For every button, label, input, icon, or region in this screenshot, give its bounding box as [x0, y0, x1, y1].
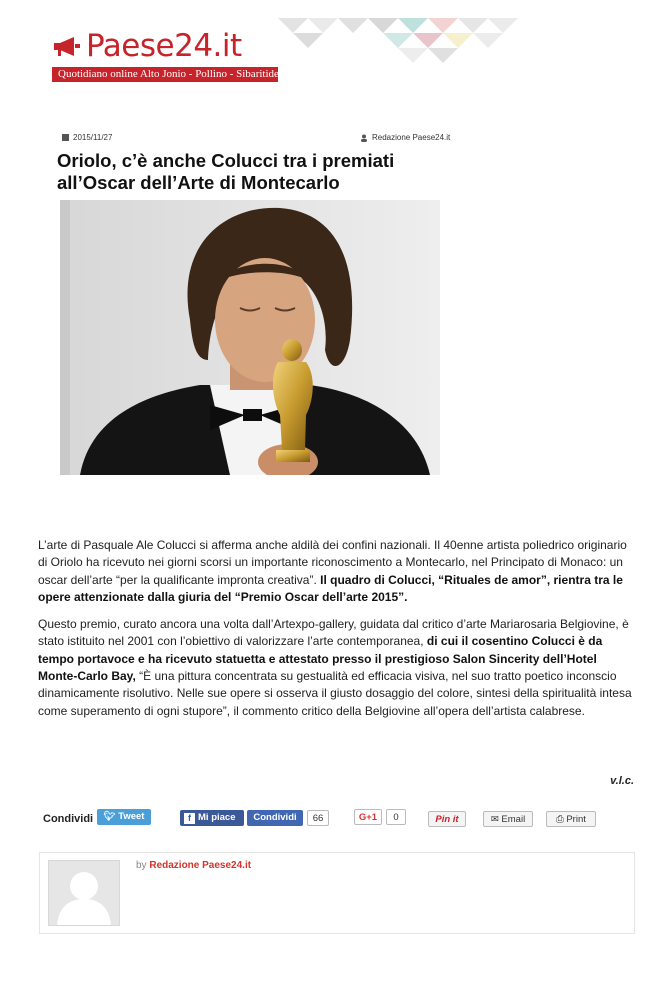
- print-icon: ⎙: [556, 814, 567, 825]
- site-logo[interactable]: [52, 28, 278, 84]
- pinterest-button[interactable]: Pin it: [428, 811, 466, 827]
- facebook-like-label: Mi piace: [198, 812, 236, 823]
- print-label: Print: [566, 814, 586, 825]
- logo-subtitle: Quotidiano online Alto Jonio - Pollino - Sibaritide: [52, 67, 278, 82]
- share-label: Condividi: [43, 813, 94, 825]
- author-name-link[interactable]: Redazione Paese24.it: [149, 860, 252, 871]
- paragraph-1-bold: Il quadro di Colucci, “Rituales de amor”, rientra tra le opere attenzionate dalla giuria del “Premio Oscar dell’arte 2015”.: [38, 572, 623, 604]
- paragraph-2-text: Questo premio, curato ancora una volta dall’Artexpo-gallery, guidata dal critico d’arte Mariarosaria Belgiovine, è stato istituito nel 2001 con l’obiettivo di valorizzare l’arte contemporanea,: [38, 617, 629, 649]
- user-icon: [360, 134, 368, 142]
- paragraph-1-text: L’arte di Pasquale Ale Colucci si afferma anche aldilà dei confini nazionali. Il 40enne artista poliedrico originario di Oriolo ha ricevuto nei giorni scorsi un importante riconoscimento a Montecarlo, nel Principato di Monaco: un oscar dell’arte “per la qualificante impronta creativa”.: [38, 538, 627, 587]
- paragraph-2: [38, 616, 638, 720]
- logo-text: Paese24.it: [86, 28, 242, 64]
- article-body: [38, 537, 638, 730]
- tweet-button[interactable]: [97, 809, 151, 825]
- post-date: [62, 133, 112, 142]
- avatar-placeholder-icon: [49, 861, 119, 925]
- gplus-button[interactable]: G+1: [354, 809, 382, 825]
- article-photo: [60, 200, 440, 475]
- email-label: Email: [501, 814, 526, 825]
- facebook-icon: f: [184, 813, 195, 824]
- paragraph-1: [38, 537, 638, 606]
- megaphone-icon: [52, 35, 82, 57]
- byline-prefix: by: [136, 860, 147, 871]
- gplus-count: 0: [386, 809, 406, 825]
- facebook-share-button[interactable]: Condividi: [247, 810, 303, 826]
- author-box: [39, 852, 635, 934]
- print-button[interactable]: [546, 811, 596, 827]
- tweet-label: Tweet: [118, 811, 145, 822]
- post-date-text: 2015/11/27: [73, 133, 113, 142]
- post-author-text: Redazione Paese24.it: [372, 133, 451, 142]
- email-icon: ✉: [490, 814, 502, 825]
- calendar-icon: [62, 134, 69, 141]
- article-title: Oriolo, c’è anche Colucci tra i premiati all’Oscar dell’Arte di Montecarlo: [57, 150, 395, 193]
- decorative-banner: [278, 18, 518, 68]
- email-button[interactable]: [483, 811, 533, 827]
- facebook-like-button[interactable]: [180, 810, 244, 826]
- paragraph-2-quote: “È una pittura concentrata su gestualità ed efficacia visiva, nel suo tratto poetico inconscio dinamicamente risolutivo. Nelle sue opere si osserva il giusto dosaggio del colore, sintesi della spiritualità intesa come superamento di ogni stupore”, il commento critico della Belgiovine all’opera dell’artista calabrese.: [38, 669, 632, 718]
- post-author[interactable]: [360, 133, 450, 142]
- author-byline: [136, 860, 251, 871]
- facebook-share-count: 66: [307, 810, 329, 826]
- article-signature: v.l.c.: [610, 775, 634, 787]
- paragraph-2-bold: di cui il cosentino Colucci è da tempo portavoce e ha ricevuto statuetta e attestato presso il prestigioso Salon Sincerity dell’Hotel Monte-Carlo Bay,: [38, 634, 603, 684]
- twitter-icon: 🐦︎: [103, 811, 119, 822]
- avatar: [48, 860, 120, 926]
